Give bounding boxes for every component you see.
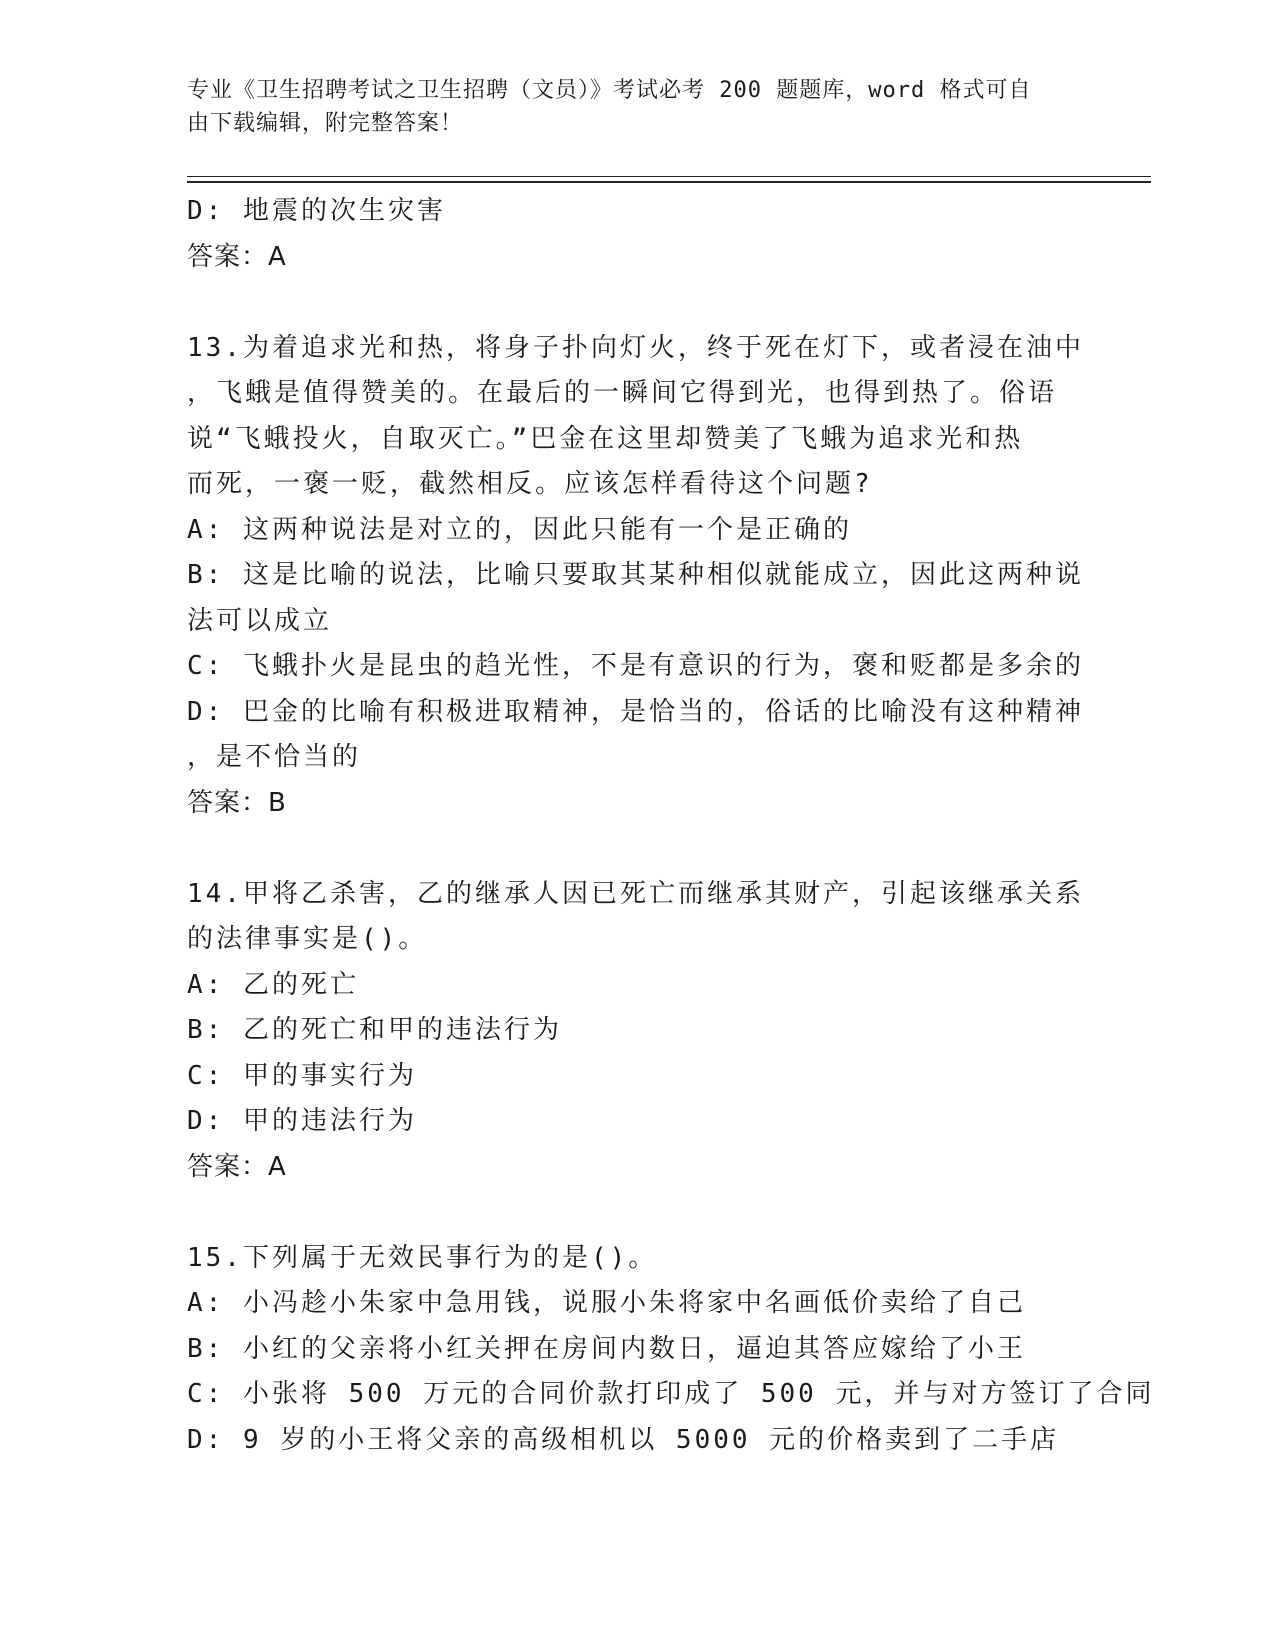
option-c: C: 小张将 500 万元的合同价款打印成了 500 元，并与对方签订了合同 (187, 1379, 1155, 1409)
question-stem-line: 15.下列属于无效民事行为的是()。 (187, 1242, 658, 1273)
option-d: D: 巴金的比喻有积极进取精神，是恰当的，俗话的比喻没有这种精神 (187, 696, 1084, 727)
header-line-2: 由下载编辑，附完整答案！ (187, 111, 464, 136)
question-stem-line: 的法律事实是()。 (187, 924, 428, 954)
answer-label: 答案：A (187, 241, 287, 272)
option-b: B: 乙的死亡和甲的违法行为 (187, 1015, 562, 1045)
header-divider-thick (187, 181, 1151, 183)
answer-label: 答案：B (187, 787, 287, 818)
header-divider-thin (187, 176, 1151, 177)
option-d: D: 9 岁的小王将父亲的高级相机以 5000 元的价格卖到了二手店 (187, 1424, 1060, 1455)
question-12-tail (187, 189, 1087, 280)
question-15 (187, 1236, 1155, 1464)
spacer (187, 826, 1087, 872)
question-stem-line: 而死，一褒一贬，截然相反。应该怎样看待这个问题? (187, 469, 873, 499)
option-b-continued: 法可以成立 (187, 605, 333, 636)
option-a: A: 乙的死亡 (187, 969, 359, 1000)
question-14 (187, 872, 1087, 1191)
option-c: C: 甲的事实行为 (187, 1060, 417, 1091)
option-d: D: 甲的违法行为 (187, 1106, 417, 1136)
question-stem-line: 13.为着追求光和热，将身子扑向灯火，终于死在灯下，或者浸在油中 (187, 332, 1084, 363)
option-b: B: 这是比喻的说法，比喻只要取其某种相似就能成立，因此这两种说 (187, 560, 1084, 590)
question-stem-line: 说“飞蛾投火，自取灭亡。”巴金在这里却赞美了飞蛾为追求光和热 (187, 423, 1024, 454)
option-d-continued: ，是不恰当的 (187, 742, 362, 772)
option-a: A: 小冯趁小朱家中急用钱，说服小朱将家中名画低价卖给了自己 (187, 1288, 1026, 1318)
question-stem-line: ，飞蛾是值得赞美的。在最后的一瞬间它得到光，也得到热了。俗语 (187, 378, 1058, 408)
document-header (187, 74, 1087, 140)
question-13 (187, 326, 1087, 827)
option-c: C: 飞蛾扑火是昆虫的趋光性，不是有意识的行为，褒和贬都是多余的 (187, 651, 1084, 681)
document-body (187, 189, 1155, 1463)
header-line-1: 专业《卫生招聘考试之卫生招聘（文员）》考试必考 200 题题库，word 格式可自 (187, 78, 1032, 103)
spacer (187, 1190, 1087, 1236)
option-b: B: 小红的父亲将小红关押在房间内数日，逼迫其答应嫁给了小王 (187, 1333, 1026, 1364)
question-stem-line: 14.甲将乙杀害，乙的继承人因已死亡而继承其财产，引起该继承关系 (187, 878, 1084, 909)
option-d: D: 地震的次生灾害 (187, 196, 446, 226)
option-a: A: 这两种说法是对立的，因此只能有一个是正确的 (187, 514, 852, 545)
answer-label: 答案：A (187, 1151, 287, 1182)
spacer (187, 280, 1087, 326)
